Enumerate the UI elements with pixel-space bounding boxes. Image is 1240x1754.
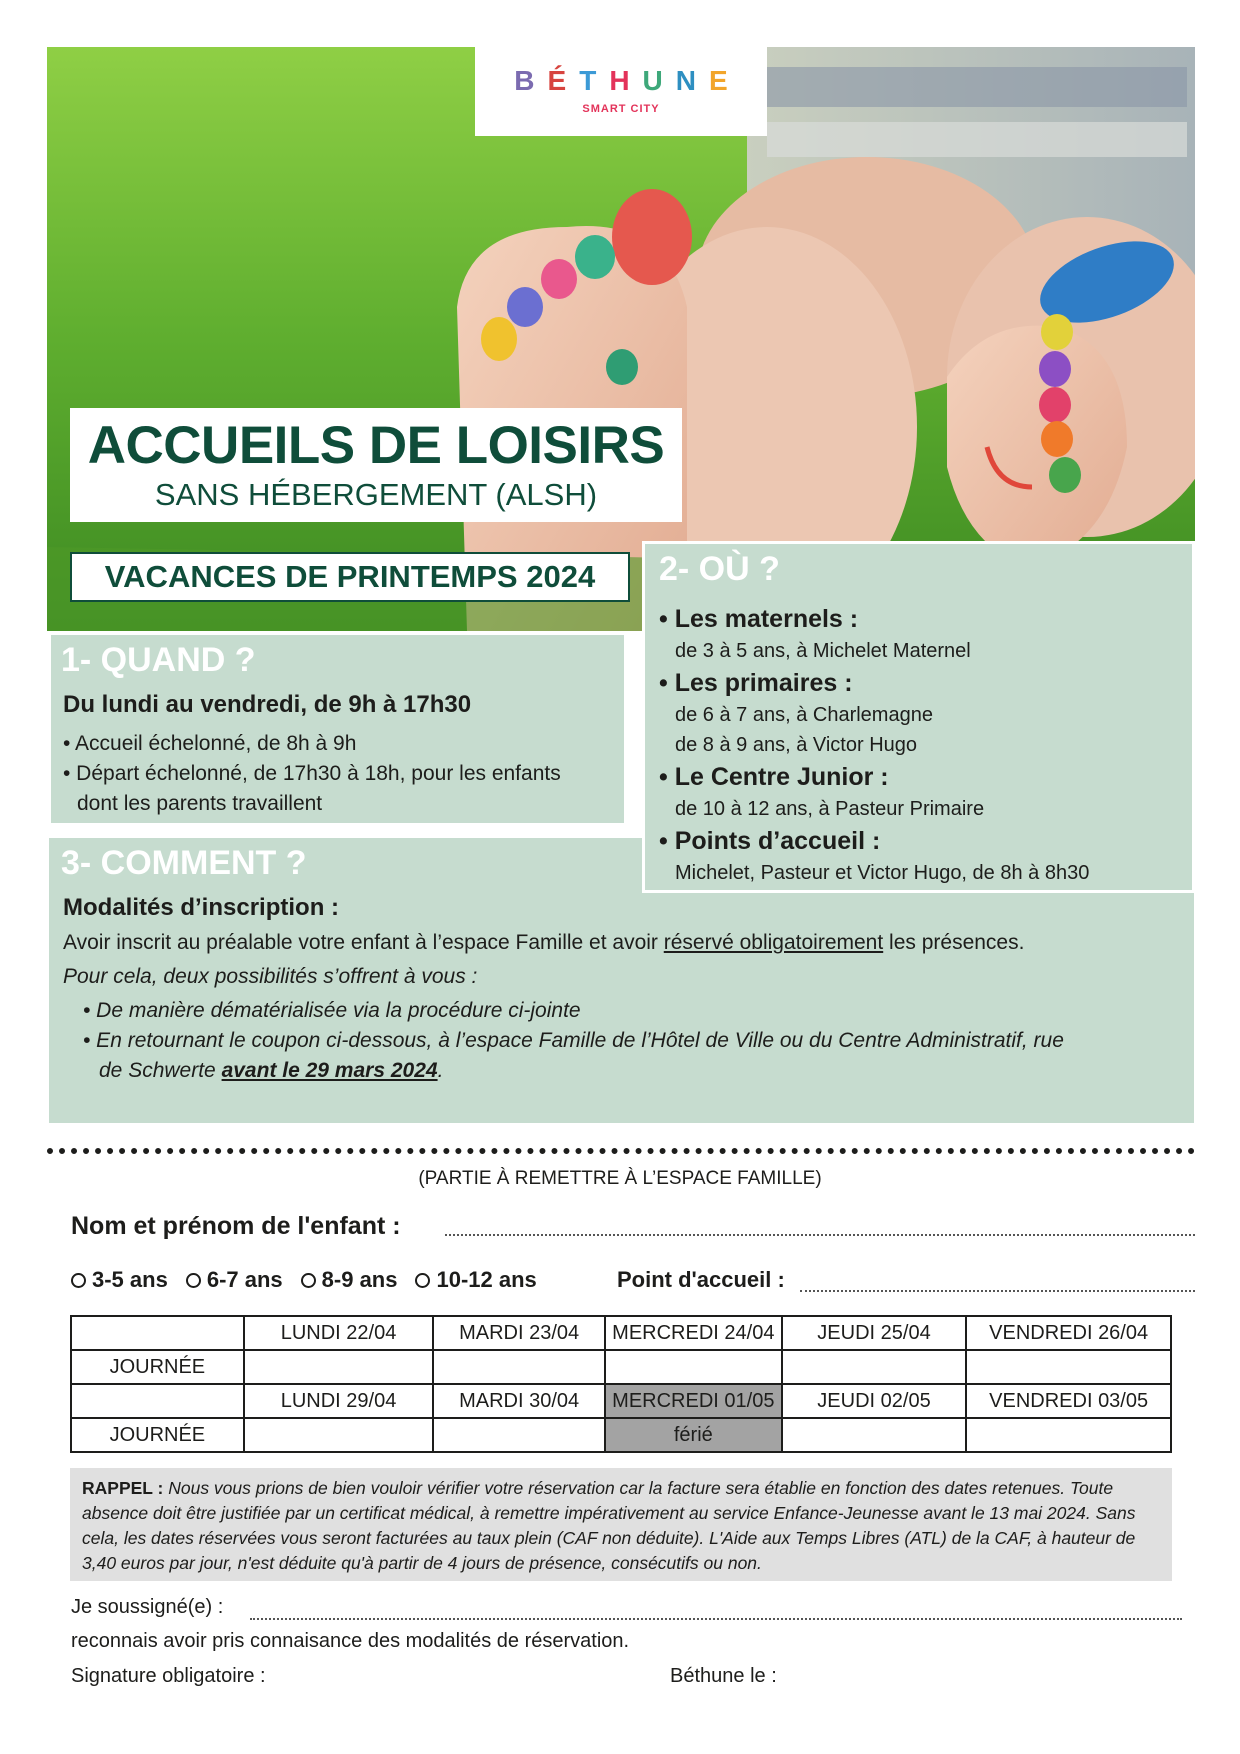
quand-headline: Du lundi au vendredi, de 9h à 17h30 <box>63 691 472 718</box>
age-option-3-5[interactable] <box>71 1267 168 1292</box>
section-quand-title: 1- QUAND ? <box>61 641 256 679</box>
logo-letter: N <box>675 65 710 96</box>
age-option-label: 3-5 ans <box>92 1267 168 1292</box>
section-quand <box>49 633 626 825</box>
logo-subtitle: SMART CITY <box>582 103 660 115</box>
coupon-header: (PARTIE À REMETTRE À L’ESPACE FAMILLE) <box>418 1168 822 1189</box>
list-item: • En retournant le coupon ci-dessous, à l’espace Famille de l’Hôtel de Ville ou du Centre Administratif, rue <box>83 1029 1064 1052</box>
table-header-cell: VENDREDI 26/04 <box>966 1316 1171 1350</box>
logo-letter: T <box>579 65 610 96</box>
acknowledgement-text: reconnais avoir pris connaisance des modalités de réservation. <box>71 1630 630 1652</box>
row-label: JOURNÉE <box>71 1350 244 1384</box>
ou-group-head: • Le Centre Junior : <box>659 763 889 791</box>
table-row <box>71 1350 1171 1384</box>
age-option-8-9[interactable] <box>301 1267 398 1292</box>
text: . <box>437 1059 444 1082</box>
table-header-cell-holiday: MERCREDI 01/05 <box>605 1384 782 1418</box>
comment-body <box>63 926 1183 1086</box>
ou-list <box>659 602 1089 888</box>
text: de Schwerte <box>99 1059 222 1082</box>
table-header-cell: MARDI 23/04 <box>433 1316 605 1350</box>
text: les présences. <box>883 931 1025 954</box>
comment-list <box>63 996 1183 1086</box>
section-ou <box>642 541 1195 893</box>
list-item: dont les parents travaillent <box>77 792 323 815</box>
reservation-table <box>70 1315 1172 1453</box>
vacances-banner <box>70 552 630 602</box>
age-option-label: 10-12 ans <box>436 1267 537 1292</box>
ou-group-head: • Les primaires : <box>659 669 853 697</box>
table-header-cell: MARDI 30/04 <box>433 1384 605 1418</box>
table-header-cell: JEUDI 02/05 <box>782 1384 967 1418</box>
page-title: ACCUEILS DE LOISIRS <box>87 416 665 475</box>
signature-label: Signature obligatoire : <box>71 1665 266 1687</box>
list-item <box>83 1056 1183 1086</box>
age-option-label: 6-7 ans <box>206 1267 283 1292</box>
ou-group-line: de 8 à 9 ans, à Victor Hugo <box>675 734 918 756</box>
age-options <box>71 1267 555 1293</box>
booking-cell[interactable] <box>433 1418 605 1452</box>
booking-cell[interactable] <box>605 1350 782 1384</box>
table-header-cell: LUNDI 29/04 <box>244 1384 434 1418</box>
cut-line-separator <box>47 1148 1195 1154</box>
age-option-6-7[interactable] <box>186 1267 283 1292</box>
child-name-field[interactable] <box>445 1212 1195 1236</box>
holiday-cell: férié <box>605 1418 782 1452</box>
radio-circle-icon[interactable] <box>186 1273 201 1288</box>
table-header-cell: JEUDI 25/04 <box>782 1316 967 1350</box>
date-place-label: Béthune le : <box>670 1665 777 1687</box>
logo-letter: B <box>514 65 548 96</box>
list-item: • De manière dématérialisée via la procédure ci-jointe <box>83 999 581 1022</box>
booking-cell[interactable] <box>433 1350 605 1384</box>
logo-letter: E <box>709 65 741 96</box>
ou-group-line: de 3 à 5 ans, à Michelet Maternel <box>675 640 971 662</box>
comment-headline: Modalités d’inscription : <box>63 894 340 921</box>
booking-cell[interactable] <box>782 1418 967 1452</box>
booking-cell[interactable] <box>966 1418 1171 1452</box>
logo-letter: U <box>642 65 676 96</box>
table-header-cell: VENDREDI 03/05 <box>966 1384 1171 1418</box>
comment-line <box>63 926 1183 960</box>
logo-wordmark <box>475 47 767 97</box>
point-accueil-label: Point d'accueil : <box>617 1267 785 1292</box>
ou-group-line: Michelet, Pasteur et Victor Hugo, de 8h à 8h30 <box>675 862 1090 884</box>
point-accueil-field[interactable] <box>800 1270 1195 1292</box>
ou-group-line: de 6 à 7 ans, à Charlemagne <box>675 704 933 726</box>
booking-cell[interactable] <box>244 1418 434 1452</box>
logo-letter: H <box>609 65 643 96</box>
table-row <box>71 1316 1171 1350</box>
radio-circle-icon[interactable] <box>415 1273 430 1288</box>
soussigne-label: Je soussigné(e) : <box>71 1596 224 1618</box>
text: Avoir inscrit au préalable votre enfant à l’espace Famille et avoir <box>63 931 664 954</box>
soussigne-field[interactable] <box>250 1598 1182 1620</box>
table-row <box>71 1384 1171 1418</box>
radio-circle-icon[interactable] <box>71 1273 86 1288</box>
rappel-box <box>70 1468 1172 1581</box>
bethune-logo <box>475 47 767 136</box>
section-comment-title: 3- COMMENT ? <box>61 844 307 882</box>
table-header-cell: LUNDI 22/04 <box>244 1316 434 1350</box>
rappel-text: Nous vous prions de bien vouloir vérifier votre réservation car la facture sera établie en fonction des dates retenues. Toute absence doit être justifiée par un certificat médical, à remettre impérativement au service Enfance-Jeunesse avant le 13 mai 2024. Sans cela, les dates réservées vous seront facturées au taux plein (CAF non déduite). L'Aide aux Temps Libres (ATL) de la CAF, à hauteur de 3,40 euros par jour, n'est déduite qu'à partir de 4 jours de présence, consécutifs ou non. <box>82 1478 1136 1573</box>
ou-group-head: • Les maternels : <box>659 605 859 633</box>
table-row <box>71 1418 1171 1452</box>
booking-cell[interactable] <box>244 1350 434 1384</box>
list-item: • Départ échelonné, de 17h30 à 18h, pour les enfants <box>63 762 561 785</box>
list-item: • Accueil échelonné, de 8h à 9h <box>63 732 357 755</box>
table-cell <box>71 1384 244 1418</box>
deadline-text: avant le 29 mars 2024 <box>221 1059 438 1082</box>
booking-cell[interactable] <box>966 1350 1171 1384</box>
page-subtitle: SANS HÉBERGEMENT (ALSH) <box>154 477 598 512</box>
comment-line: Pour cela, deux possibilités s’offrent à vous : <box>63 965 478 988</box>
child-name-label: Nom et prénom de l'enfant : <box>71 1212 401 1240</box>
quand-list <box>63 729 561 819</box>
radio-circle-icon[interactable] <box>301 1273 316 1288</box>
table-header-cell: MERCREDI 24/04 <box>605 1316 782 1350</box>
age-option-label: 8-9 ans <box>321 1267 398 1292</box>
age-option-10-12[interactable] <box>415 1267 536 1292</box>
ou-group-line: de 10 à 12 ans, à Pasteur Primaire <box>675 798 985 820</box>
section-ou-title: 2- OÙ ? <box>659 550 780 588</box>
logo-letter: É <box>547 65 580 96</box>
rappel-label: RAPPEL : <box>82 1478 164 1498</box>
title-box <box>70 408 682 522</box>
ou-group-head: • Points d’accueil : <box>659 827 881 855</box>
booking-cell[interactable] <box>782 1350 967 1384</box>
row-label: JOURNÉE <box>71 1418 244 1452</box>
table-cell <box>71 1316 244 1350</box>
emphasis-text: réservé obligatoirement <box>663 931 884 954</box>
vacances-label: VACANCES DE PRINTEMPS 2024 <box>104 559 596 594</box>
